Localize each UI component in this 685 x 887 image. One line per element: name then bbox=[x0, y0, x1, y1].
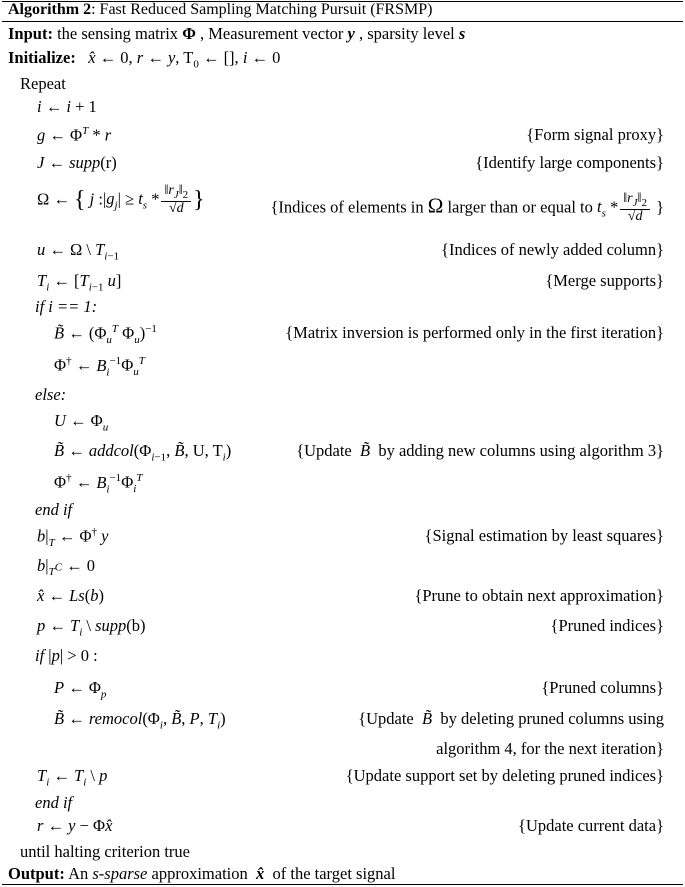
repeat-label: Repeat bbox=[20, 74, 66, 93]
bottom-rule bbox=[2, 884, 683, 885]
step-4: Ω ← { j $:|g_j| \ge t_s$ * $\frac{‖r_J‖_2}{√d}$ } {Indices of elements in Ω larger than or equal to $t_s$ * $\frac{‖r_J‖_2}{√d}$ } bbox=[37, 183, 664, 225]
until-line: until halting criterion true bbox=[20, 842, 190, 861]
algorithm-title: Algorithm 2: Fast Reduced Sampling Matching Pursuit (FRSMP) bbox=[8, 1, 433, 18]
input-line: Input: the sensing matrix Φ , Measurement vector y , sparsity level s bbox=[8, 24, 466, 43]
output-line: Output: An s-sparse approximation x̂ of the target signal bbox=[8, 864, 396, 883]
algorithm-box: Algorithm 2: Fast Reduced Sampling Matching Pursuit (FRSMP) Input: the sensing matrix Φ , Measurement vector y , sparsity level s Initialize: x̂ ← 0, r ← y, $T_0$ ← [], i ← 0 Repeat i ← i + 1 g ← $\Phi^T$ * r {Form signal proxy} J ← supp(r) {Identify large components} Ω ← { j $:|g_j| \ge t_s$ * $\frac{‖r_J‖_2}{√d}$ } {Indices of elements in Ω larger than or equal to $t_s$ * $\frac{‖r_J‖_2}{√d}$ } u ← Ω \ $T_{i-1}$ {Indices of newly added column} $T_i$ ← [$T_{i-1}$ u] {Merge supports} if i == 1: B̃ ← ($\Phi_u^T$ $\Phi_u)^{-1}$ {Matrix inversion is performed only in the first iteration} Φ† ← $B_i^{-1}\Phi_u^T$ else: U ← $\Phi_u$ B̃ ← $addcol(\Phi_{i-1}$, B̃, U, $T_i$) {Update B̃ by adding new columns using algorithm 3} Φ† ← $B_i^{-1}\Phi_i^T$ end if $b|_T$ ← Φ† y {Signal estimation by least squares} $b|_{T^C}$ ← 0 x̂ ← Ls(b) {Prune to obtain next approximation} p ← $T_i$ \ supp(b) {Pruned indices} if |p| > 0 : P ← $\Phi_p$ {Pruned columns} B̃ ← $remocol(\Phi_i$, B̃, P, $T_i$) {Update B̃ by deleting pruned columns using algorithm 4, for the next iteration} $T_i$ ← $T_i$ \ p {Update support set by deleting pruned indices} end if r ← y − Φx̂ {Update current data} until halting criterion true Output: An s-sparse approximation x̂ of the target signal bbox=[2, 0, 683, 885]
initialize-line: Initialize: x̂ ← 0, r ← y, $T_0$ ← [], i ← 0 bbox=[8, 48, 281, 71]
title-rule bbox=[2, 21, 683, 22]
